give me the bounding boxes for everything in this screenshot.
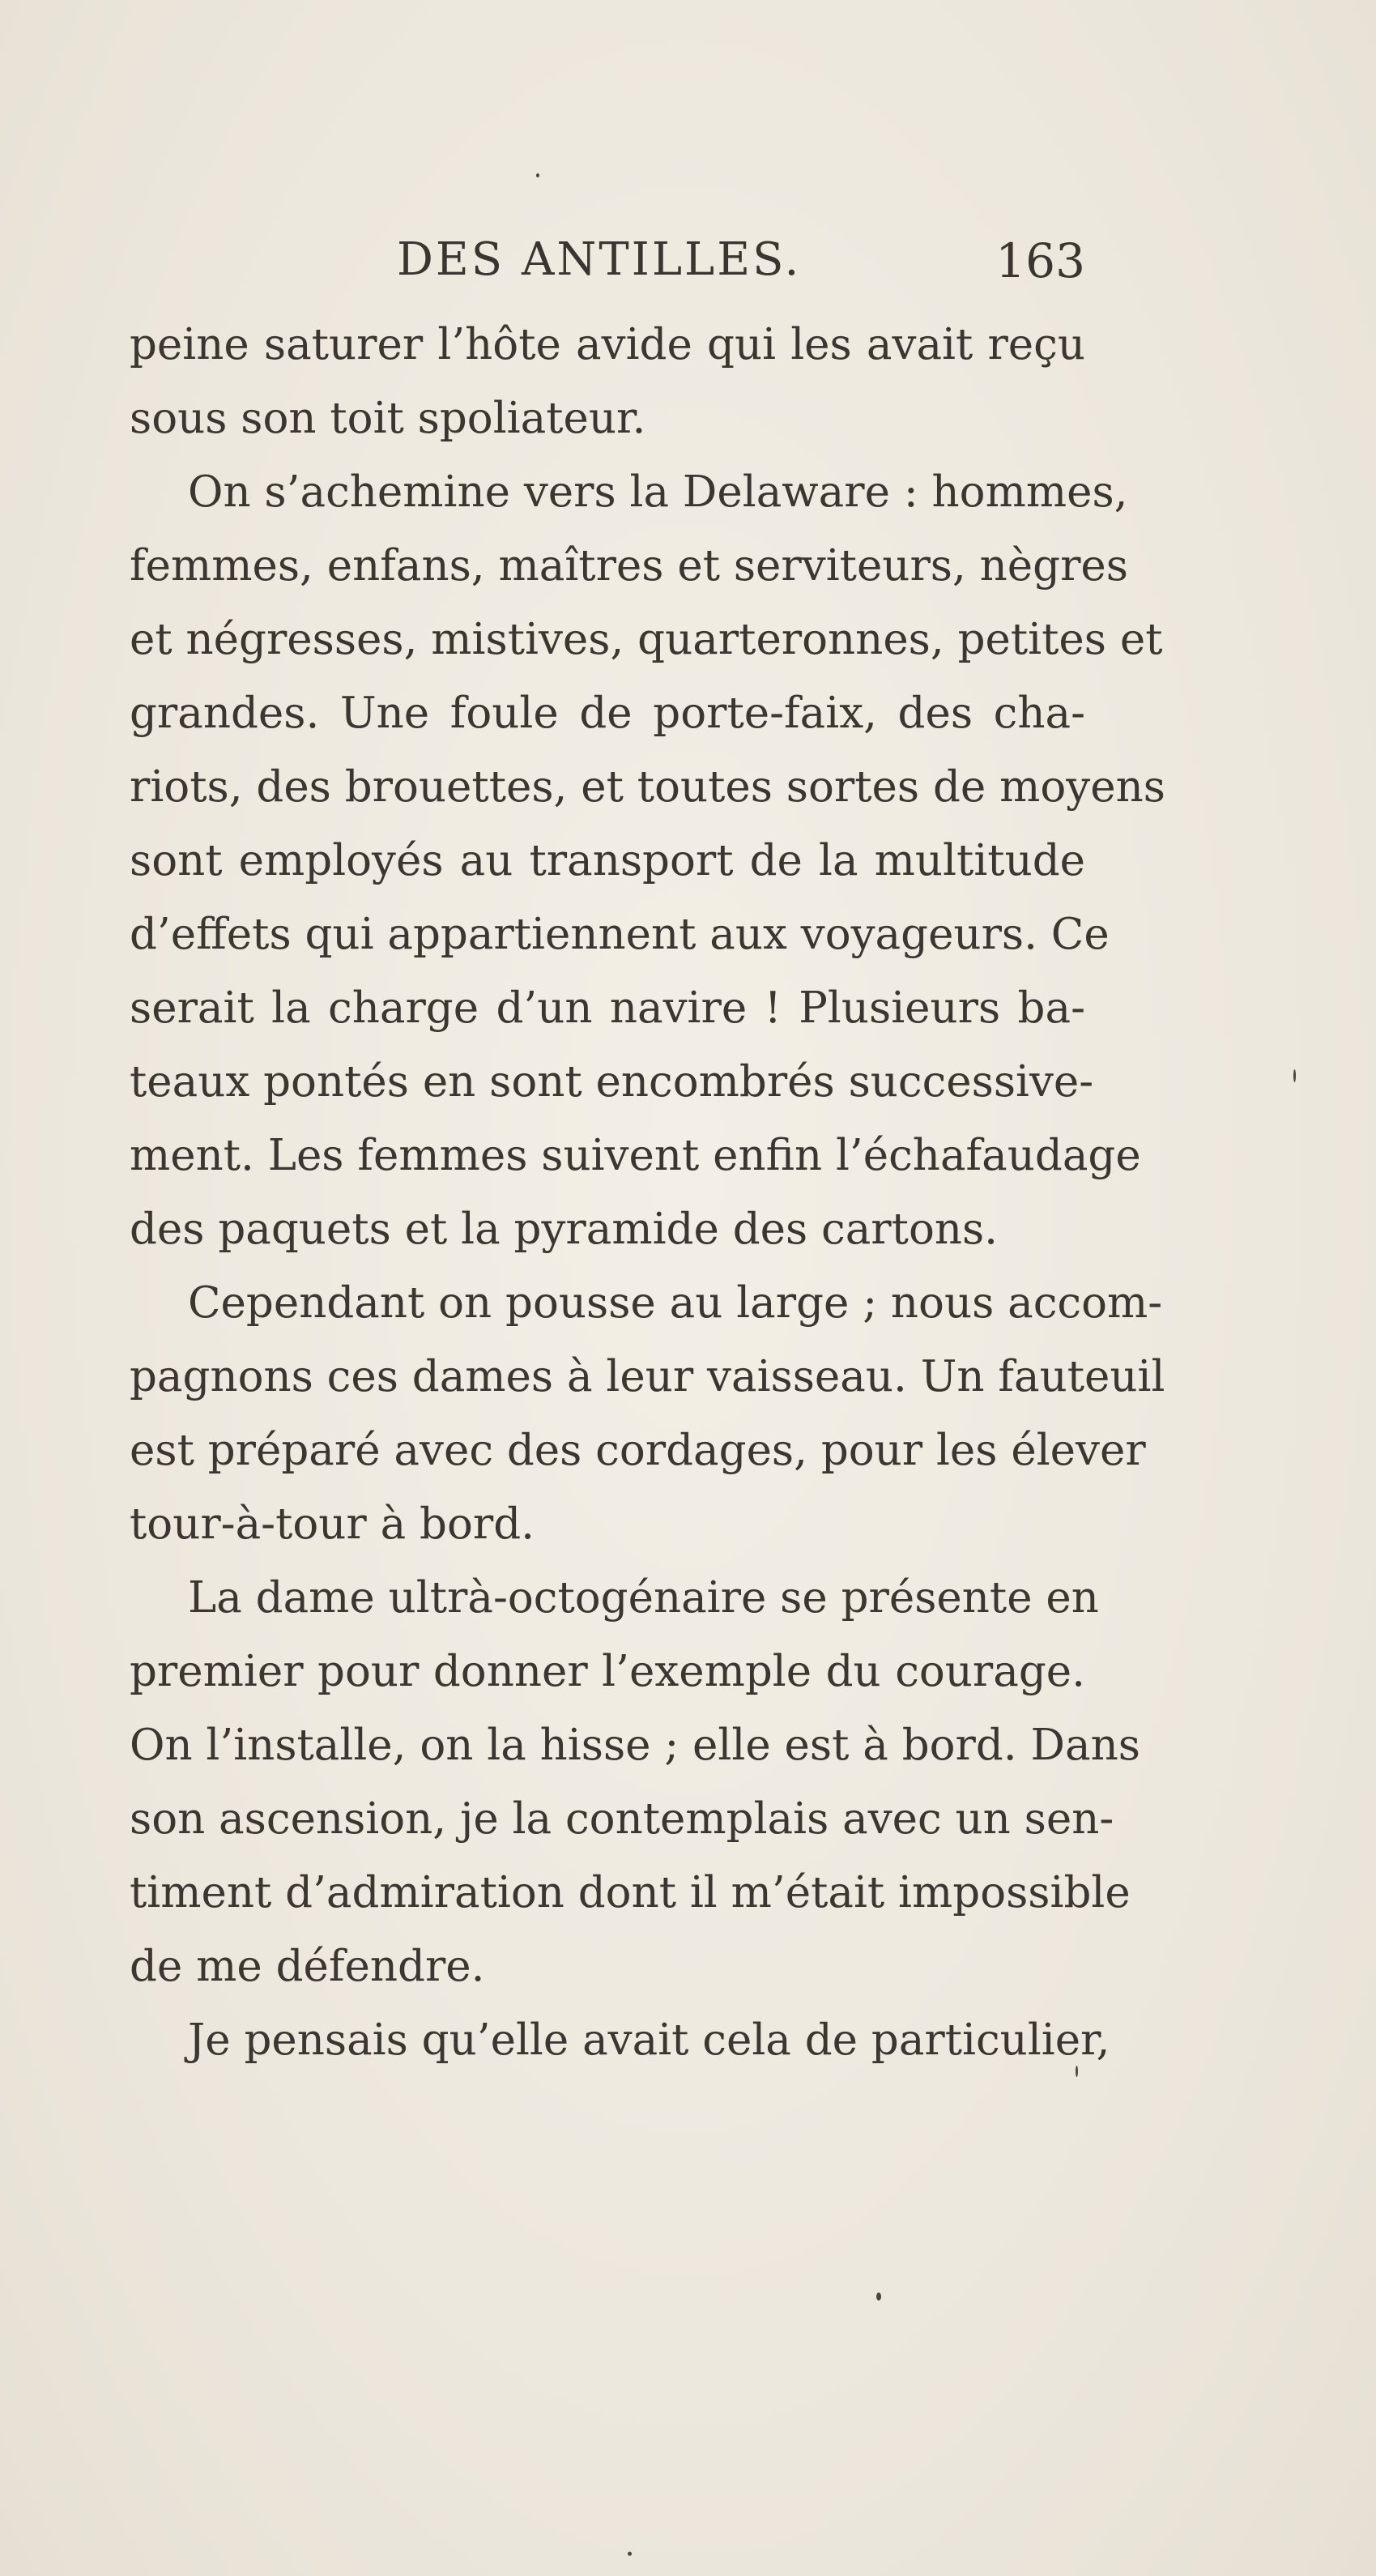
running-head: DES ANTILLES. xyxy=(397,233,802,286)
text-line: Je pensais qu’elle avait cela de particulier, xyxy=(188,2015,1110,2065)
text-line: serait la charge d’un navire ! Plusieurs ba- xyxy=(130,983,1085,1033)
text-block xyxy=(130,227,1165,2077)
text-line: d’effets qui appartiennent aux voyageurs. Ce xyxy=(130,910,1110,959)
text-line: femmes, enfans, maîtres et serviteurs, nègres xyxy=(130,541,1129,591)
text-line: est préparé avec des cordages, pour les élever xyxy=(130,1426,1146,1475)
text-line: teaux pontés en sont encombrés successive- xyxy=(130,1057,1094,1107)
page-header xyxy=(130,227,1085,308)
text-line: riots, des brouettes, et toutes sortes de moyens xyxy=(130,762,1165,812)
text-line: La dame ultrà-octogénaire se présente en xyxy=(188,1573,1099,1623)
text-line: grandes. Une foule de porte-faix, des cha- xyxy=(130,689,1085,738)
paper-speck xyxy=(536,173,539,177)
text-line: On l’installe, on la hisse ; elle est à bord. Dans xyxy=(130,1721,1140,1770)
text-line: premier pour donner l’exemple du courage. xyxy=(130,1647,1085,1696)
text-line: des paquets et la pyramide des cartons. xyxy=(130,1205,999,1254)
text-line: ment. Les femmes suivent enfin l’échafaudage xyxy=(130,1131,1141,1180)
page-number: 163 xyxy=(995,233,1085,288)
paper-speck xyxy=(1076,2066,1078,2077)
text-line: et négresses, mistives, quarteronnes, petites et xyxy=(130,615,1163,664)
text-line: pagnons ces dames à leur vaisseau. Un fauteuil xyxy=(130,1352,1165,1401)
text-line: son ascension, je la contemplais avec un sen- xyxy=(130,1794,1114,1844)
paper-speck xyxy=(628,2552,632,2556)
text-line: sous son toit spoliateur. xyxy=(130,394,646,443)
text-line: peine saturer l’hôte avide qui les avait reçu xyxy=(130,320,1085,369)
text-line: timent d’admiration dont il m’était impossible xyxy=(130,1868,1131,1917)
text-line: On s’achemine vers la Delaware : hommes, xyxy=(188,467,1128,517)
paper-speck xyxy=(876,2292,881,2301)
text-line: tour-à-tour à bord. xyxy=(130,1499,535,1549)
text-line: de me défendre. xyxy=(130,1942,485,1991)
text-line: Cependant on pousse au large ; nous accom- xyxy=(188,1278,1163,1328)
text-line: sont employés au transport de la multitude xyxy=(130,836,1085,885)
paper-speck xyxy=(1293,1069,1296,1082)
